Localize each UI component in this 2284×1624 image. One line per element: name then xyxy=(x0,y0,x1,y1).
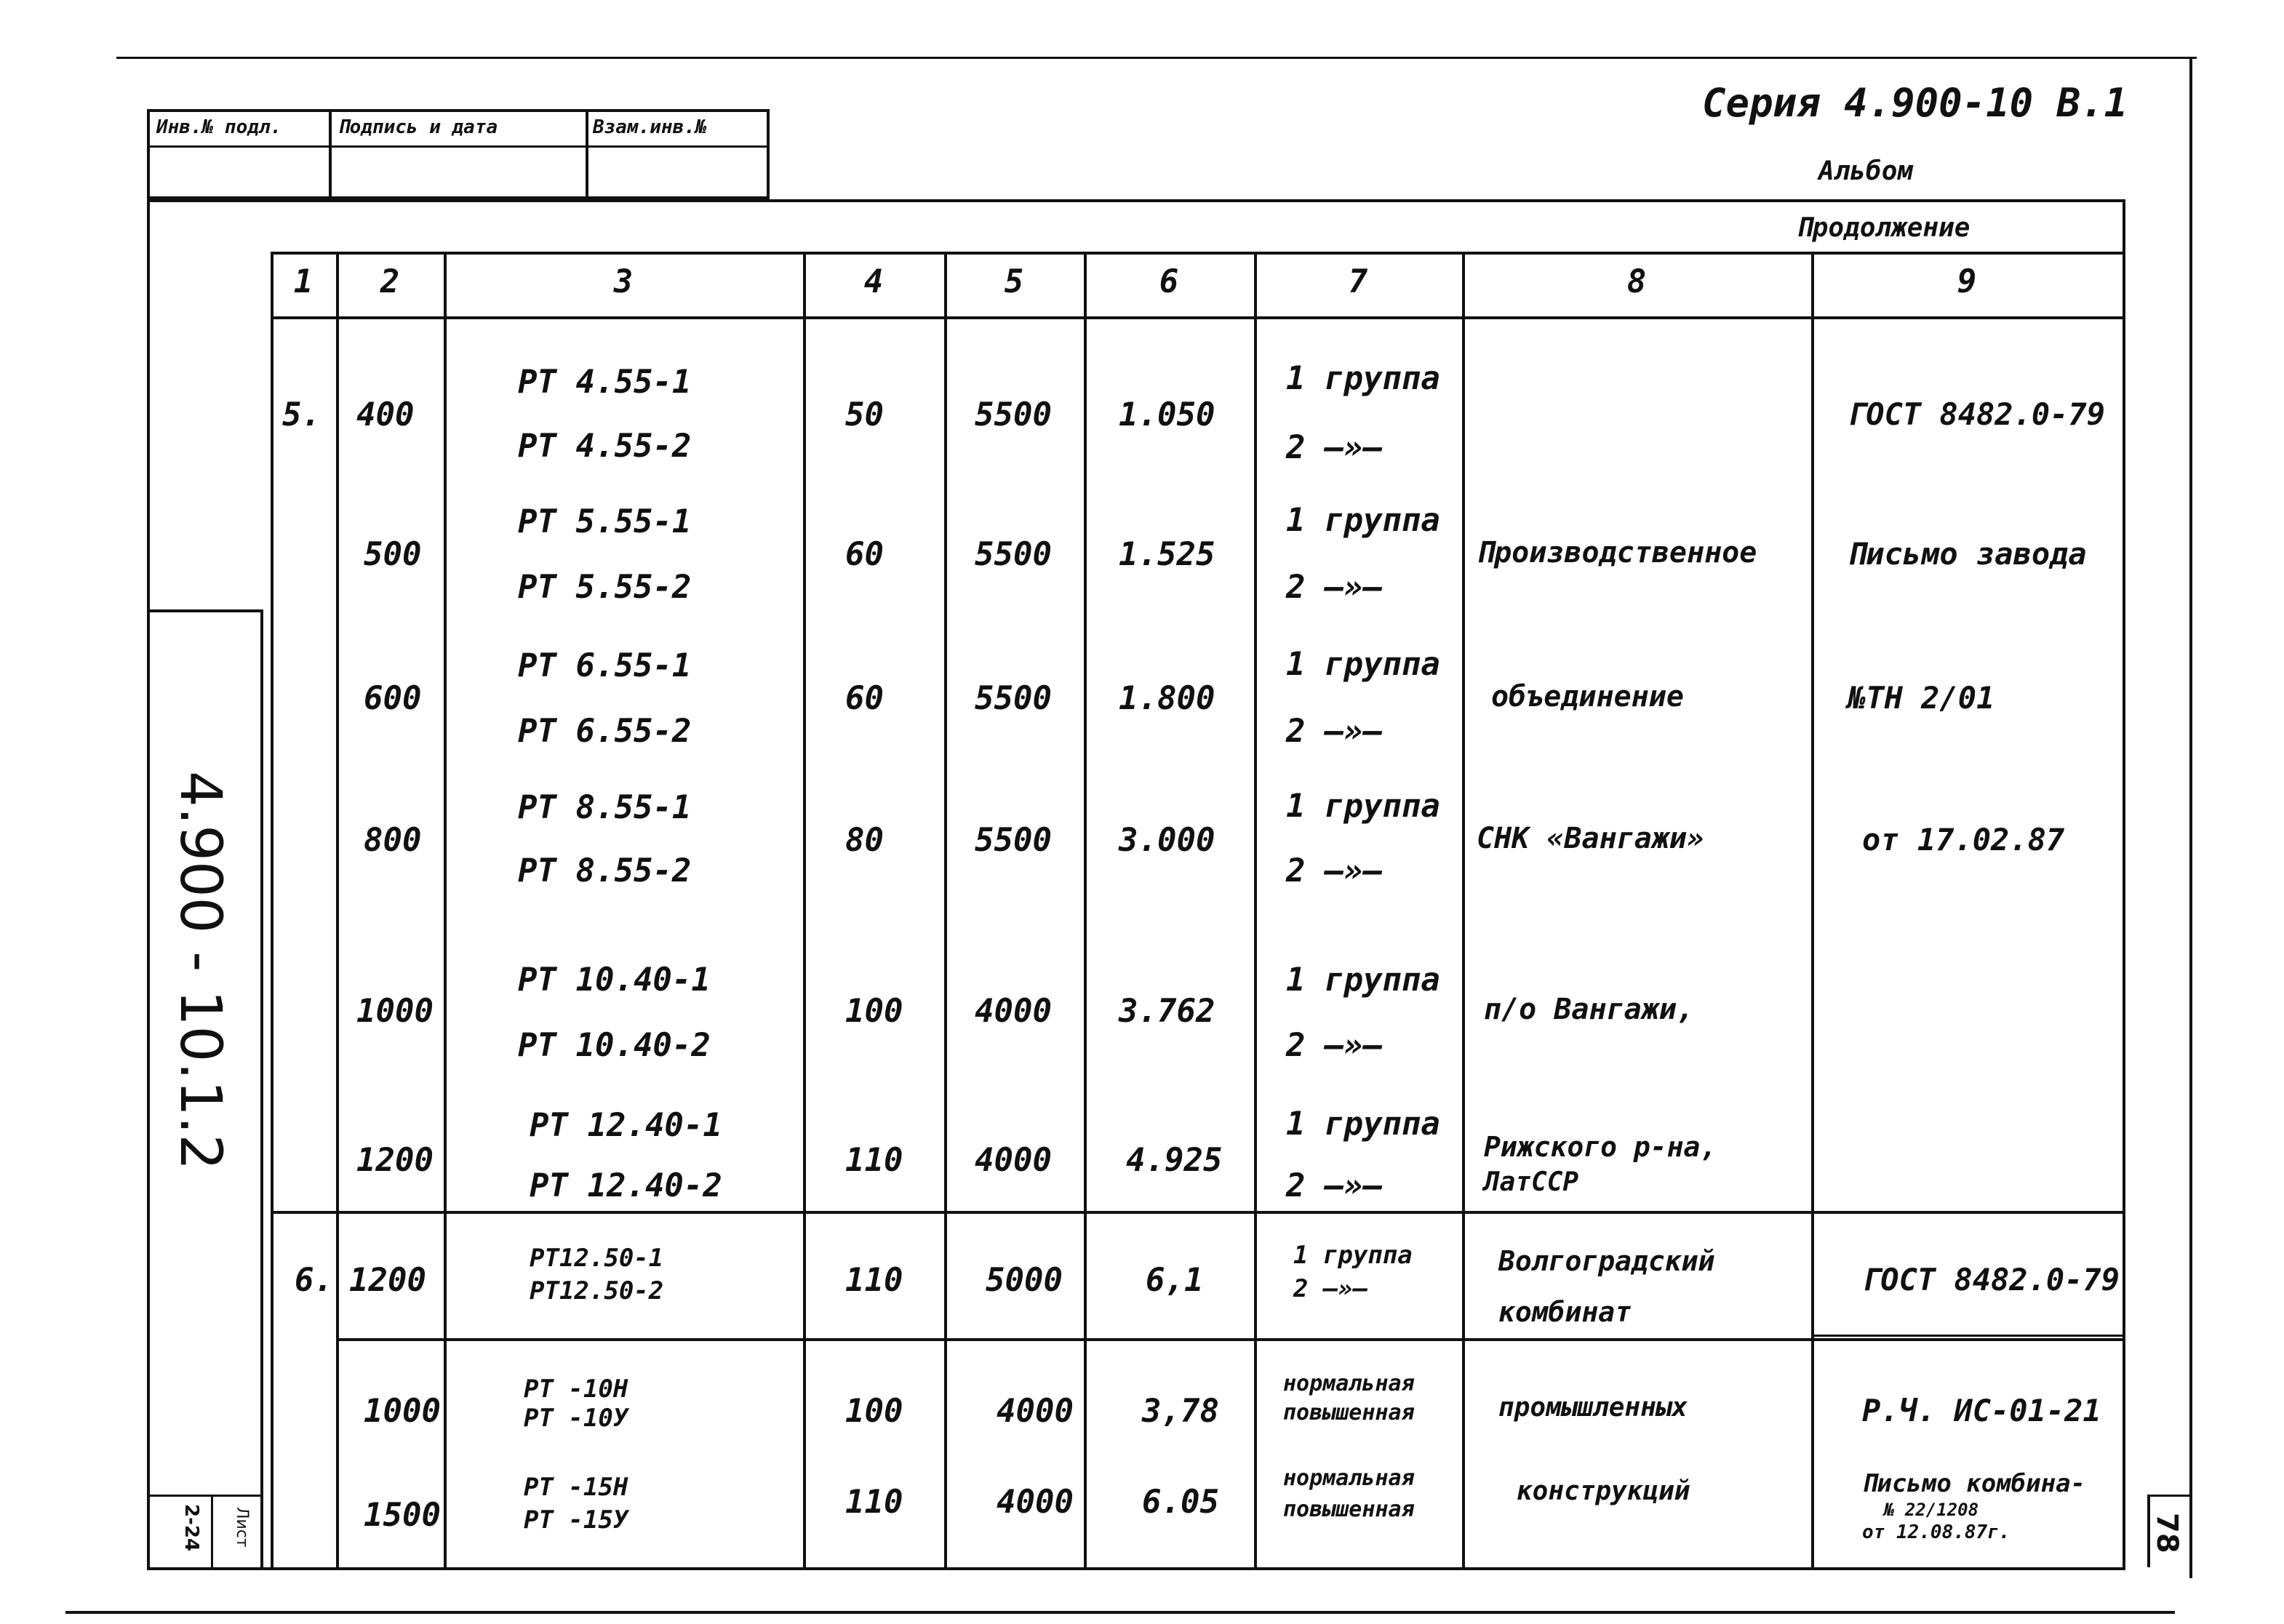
table-cell: 1 группа xyxy=(1286,646,1440,683)
sheet-label: Лист xyxy=(233,1507,251,1548)
table-cell: нормальная xyxy=(1283,1465,1415,1491)
table-cell: промышленных xyxy=(1498,1393,1688,1423)
sidebar-right-line xyxy=(260,609,263,1569)
table-cell: 60 xyxy=(845,536,884,573)
sidebar-sheet-divider xyxy=(147,1495,263,1497)
table-cell: 600 xyxy=(364,680,422,717)
table-cell: 6,1 xyxy=(1146,1262,1204,1299)
table-cell: 4.925 xyxy=(1126,1142,1223,1179)
table-cell: 5000 xyxy=(986,1262,1063,1299)
table-top-line xyxy=(271,252,2125,255)
table-cell: 2 —»— xyxy=(1286,1167,1383,1204)
table-cell: 110 xyxy=(845,1262,903,1299)
page-number: 78 xyxy=(2150,1513,2184,1553)
right-edge-line xyxy=(2189,58,2192,1578)
table-cell: 400 xyxy=(356,396,415,433)
table-cell: 3.762 xyxy=(1119,993,1215,1030)
table-cell: 1 группа xyxy=(1286,961,1440,999)
table-cell: 4000 xyxy=(997,1484,1074,1521)
table-cell: 2 —»— xyxy=(1293,1274,1368,1303)
series-title: Серия 4.900-10 В.1 xyxy=(1702,80,2128,126)
col-header-4: 4 xyxy=(863,263,884,300)
table-cell: 1 группа xyxy=(1286,360,1440,397)
table-cell: 6.05 xyxy=(1142,1484,1219,1521)
col-line-3 xyxy=(803,252,806,1569)
table-cell: 1 группа xyxy=(1286,502,1440,539)
continuation-label: Продолжение xyxy=(1797,213,1970,243)
table-cell: 110 xyxy=(845,1484,903,1521)
table-cell: РТ 6.55-1 xyxy=(518,647,692,684)
table-cell: РТ 12.40-1 xyxy=(530,1107,722,1144)
table-cell: от 17.02.87 xyxy=(1862,822,2065,857)
col-header-9: 9 xyxy=(1957,263,1977,300)
col-line-5 xyxy=(1084,252,1087,1569)
group-separator-6-7 xyxy=(336,1338,2125,1341)
table-cell: 1.800 xyxy=(1119,680,1215,717)
table-cell: РТ -10У xyxy=(524,1404,628,1433)
table-cell: 1200 xyxy=(356,1142,434,1179)
table-cell: объединение xyxy=(1491,680,1684,713)
col-line-2 xyxy=(444,252,447,1569)
col-line-6 xyxy=(1254,252,1257,1569)
table-cell: 1 группа xyxy=(1286,1105,1440,1143)
table-cell: 1.050 xyxy=(1119,396,1215,433)
stamp-col2-label: Подпись и дата xyxy=(338,116,498,138)
table-cell: нормальная xyxy=(1283,1371,1415,1396)
table-cell: 2 —»— xyxy=(1286,852,1383,889)
table-cell: 1500 xyxy=(364,1497,441,1534)
table-cell: РТ 8.55-1 xyxy=(518,789,692,826)
table-cell: 60 xyxy=(845,680,884,717)
table-cell: ГОСТ 8482.0-79 xyxy=(1862,1262,2120,1297)
table-cell: СНК «Вангажи» xyxy=(1477,822,1705,855)
table-cell: 80 xyxy=(845,822,884,859)
table-cell: РТ 4.55-1 xyxy=(518,364,692,401)
table-cell: 1200 xyxy=(349,1262,426,1299)
table-cell: РТ 10.40-1 xyxy=(518,961,711,999)
table-left-line xyxy=(271,252,273,1569)
col9-inner-rule xyxy=(1811,1335,2124,1337)
table-cell: 100 xyxy=(845,1393,903,1430)
table-cell: 800 xyxy=(364,822,422,859)
table-cell: 2 —»— xyxy=(1286,569,1383,606)
table-cell: 1 группа xyxy=(1293,1241,1413,1270)
table-cell: 1000 xyxy=(356,993,434,1030)
table-cell: комбинат xyxy=(1498,1296,1632,1328)
bottom-edge-line xyxy=(65,1611,2175,1614)
table-cell: Р.Ч. ИС-01-21 xyxy=(1862,1393,2101,1428)
table-cell: 5500 xyxy=(975,396,1052,433)
table-cell: №ТН 2/01 xyxy=(1848,680,1995,716)
table-cell: РТ 6.55-2 xyxy=(518,713,692,750)
group-number: 6. xyxy=(295,1262,333,1299)
col-line-7 xyxy=(1462,252,1465,1569)
table-cell: Рижского р-на, xyxy=(1484,1131,1717,1163)
stamp-col3-label: Взам.инв.№ xyxy=(593,116,707,138)
table-cell: Производственное xyxy=(1477,536,1757,569)
table-cell: 4000 xyxy=(997,1393,1074,1430)
table-cell: РТ 4.55-2 xyxy=(518,428,692,465)
stamp-col-line-2 xyxy=(586,109,588,199)
sheet-number: 2-24 xyxy=(180,1504,202,1552)
table-cell: 1 группа xyxy=(1286,788,1440,825)
table-cell: 100 xyxy=(845,993,903,1030)
table-cell: п/о Вангажи, xyxy=(1484,993,1694,1026)
table-cell: РТ 5.55-1 xyxy=(518,503,692,540)
table-cell: ГОСТ 8482.0-79 xyxy=(1848,396,2106,432)
table-cell: 50 xyxy=(845,396,884,433)
table-cell: РТ12.50-2 xyxy=(530,1276,664,1305)
top-edge-line xyxy=(116,57,2197,59)
table-cell: повышенная xyxy=(1283,1497,1415,1522)
col-line-4 xyxy=(944,252,947,1569)
col-header-1: 1 xyxy=(293,263,314,300)
table-cell: Письмо завода xyxy=(1848,536,2087,572)
col-line-1 xyxy=(336,252,339,1569)
table-cell: 5500 xyxy=(975,680,1052,717)
frame-left-line xyxy=(147,199,150,1570)
table-cell: РТ -15Н xyxy=(524,1473,628,1502)
stamp-divider xyxy=(147,145,770,148)
group-separator-5-6 xyxy=(271,1211,2125,1214)
table-cell: 2 —»— xyxy=(1286,1027,1383,1064)
table-cell: РТ -10Н xyxy=(524,1375,628,1404)
table-cell: 2 —»— xyxy=(1286,429,1383,466)
table-cell: 110 xyxy=(845,1142,903,1179)
table-cell: РТ 10.40-2 xyxy=(518,1027,711,1064)
table-cell: 4000 xyxy=(975,1142,1052,1179)
table-cell: повышенная xyxy=(1283,1400,1415,1425)
table-cell: 1.525 xyxy=(1119,536,1215,573)
group-number: 5. xyxy=(282,396,321,433)
table-cell: 5500 xyxy=(975,536,1052,573)
table-cell: 500 xyxy=(364,536,422,573)
frame-top-line xyxy=(147,199,2125,202)
table-cell: № 22/1208 xyxy=(1884,1500,1979,1520)
col-line-8 xyxy=(1811,252,1814,1569)
col-header-3: 3 xyxy=(613,263,634,300)
table-cell: 5500 xyxy=(975,822,1052,859)
table-cell: Письмо комбина- xyxy=(1862,1469,2086,1498)
col-header-2: 2 xyxy=(380,263,400,300)
col-header-7: 7 xyxy=(1348,263,1368,300)
table-cell: РТ12.50-1 xyxy=(530,1244,664,1273)
table-cell: конструкций xyxy=(1517,1476,1690,1506)
frame-right-line xyxy=(2123,199,2125,1570)
col-header-5: 5 xyxy=(1004,263,1024,300)
table-cell: 3.000 xyxy=(1119,822,1215,859)
table-cell: РТ 5.55-2 xyxy=(518,569,692,606)
table-cell: 4000 xyxy=(975,993,1052,1030)
sidebar-top-line xyxy=(147,609,263,612)
col-header-6: 6 xyxy=(1159,263,1179,300)
table-header-bottom-line xyxy=(271,316,2125,319)
album-label: Альбом xyxy=(1818,156,1914,186)
col-header-8: 8 xyxy=(1626,263,1647,300)
table-cell: 3,78 xyxy=(1142,1393,1219,1430)
stamp-col1-label: Инв.№ подл. xyxy=(156,116,282,138)
table-cell: Волгоградский xyxy=(1498,1245,1715,1277)
table-cell: РТ -15У xyxy=(524,1505,628,1535)
table-cell: ЛатССР xyxy=(1484,1167,1579,1197)
table-cell: 2 —»— xyxy=(1286,713,1383,750)
sidebar-sheet-col-line xyxy=(211,1495,213,1567)
stamp-col-line-1 xyxy=(329,109,332,199)
table-cell: РТ 12.40-2 xyxy=(530,1167,722,1204)
table-cell: 1000 xyxy=(364,1393,441,1430)
document-code: 4.900 - 10.1.2 xyxy=(167,771,233,1171)
table-cell: от 12.08.87г. xyxy=(1862,1521,2011,1543)
table-cell: РТ 8.55-2 xyxy=(518,852,692,889)
